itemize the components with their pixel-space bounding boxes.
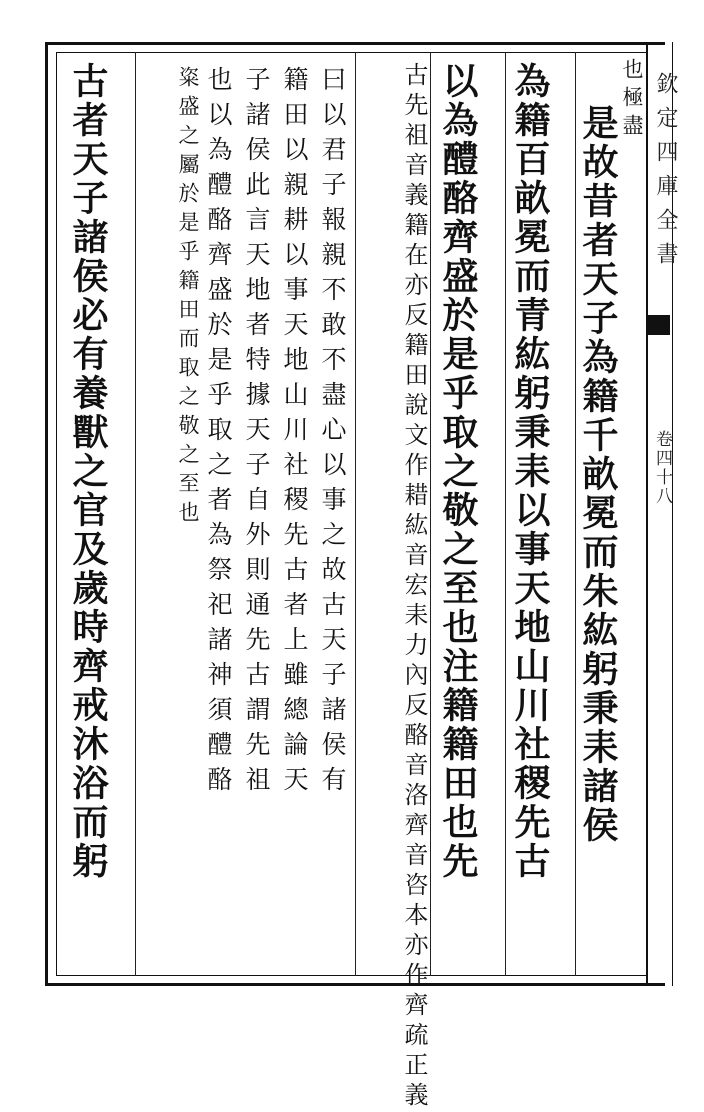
text-column: 為籍百畝冕而青紘躬秉耒以事天地山川社稷先古: [509, 62, 551, 881]
column-rule: [430, 52, 431, 976]
column-rule: [355, 52, 356, 976]
text-column: 以為醴酪齊盛於是乎取之敬之至也注籍籍田也先: [437, 62, 479, 881]
book-title: 欽定四庫全書: [653, 72, 678, 276]
column-rule: [135, 52, 136, 976]
annotation-column: 也極盡: [620, 58, 644, 142]
text-column-commentary: 古先祖音義籍在亦反籍田說文作耤紘音宏耒力內反酪音洛齊音咨本亦作齊疏正義: [400, 62, 428, 1112]
commentary-column: 粢盛之屬於是乎籍田而取之敬之至也: [176, 66, 200, 530]
volume-number: 卷四十八: [652, 430, 672, 506]
commentary-column: 籍田以親耕以事天地山川社稷先古者上雖總論天: [280, 66, 309, 801]
commentary-column: 也以為醴酪齊盛於是乎取之者為祭祀諸神須醴酪: [204, 66, 233, 801]
text-column: 古者天子諸侯必有養獸之官及歲時齊戒沐浴而躬: [67, 62, 109, 881]
commentary-column: 子諸侯此言天地者特據天子自外則通先古謂先祖: [242, 66, 271, 801]
column-rule: [505, 52, 506, 976]
text-column: 是故昔者天子為籍千畝冕而朱紘躬秉耒諸侯: [577, 104, 619, 845]
column-rule: [575, 52, 576, 976]
text-block-border: [56, 52, 646, 976]
commentary-column: 曰以君子報親不敢不盡心以事之故古天子諸侯有: [318, 66, 347, 801]
fishtail-mark-icon: [648, 315, 670, 335]
